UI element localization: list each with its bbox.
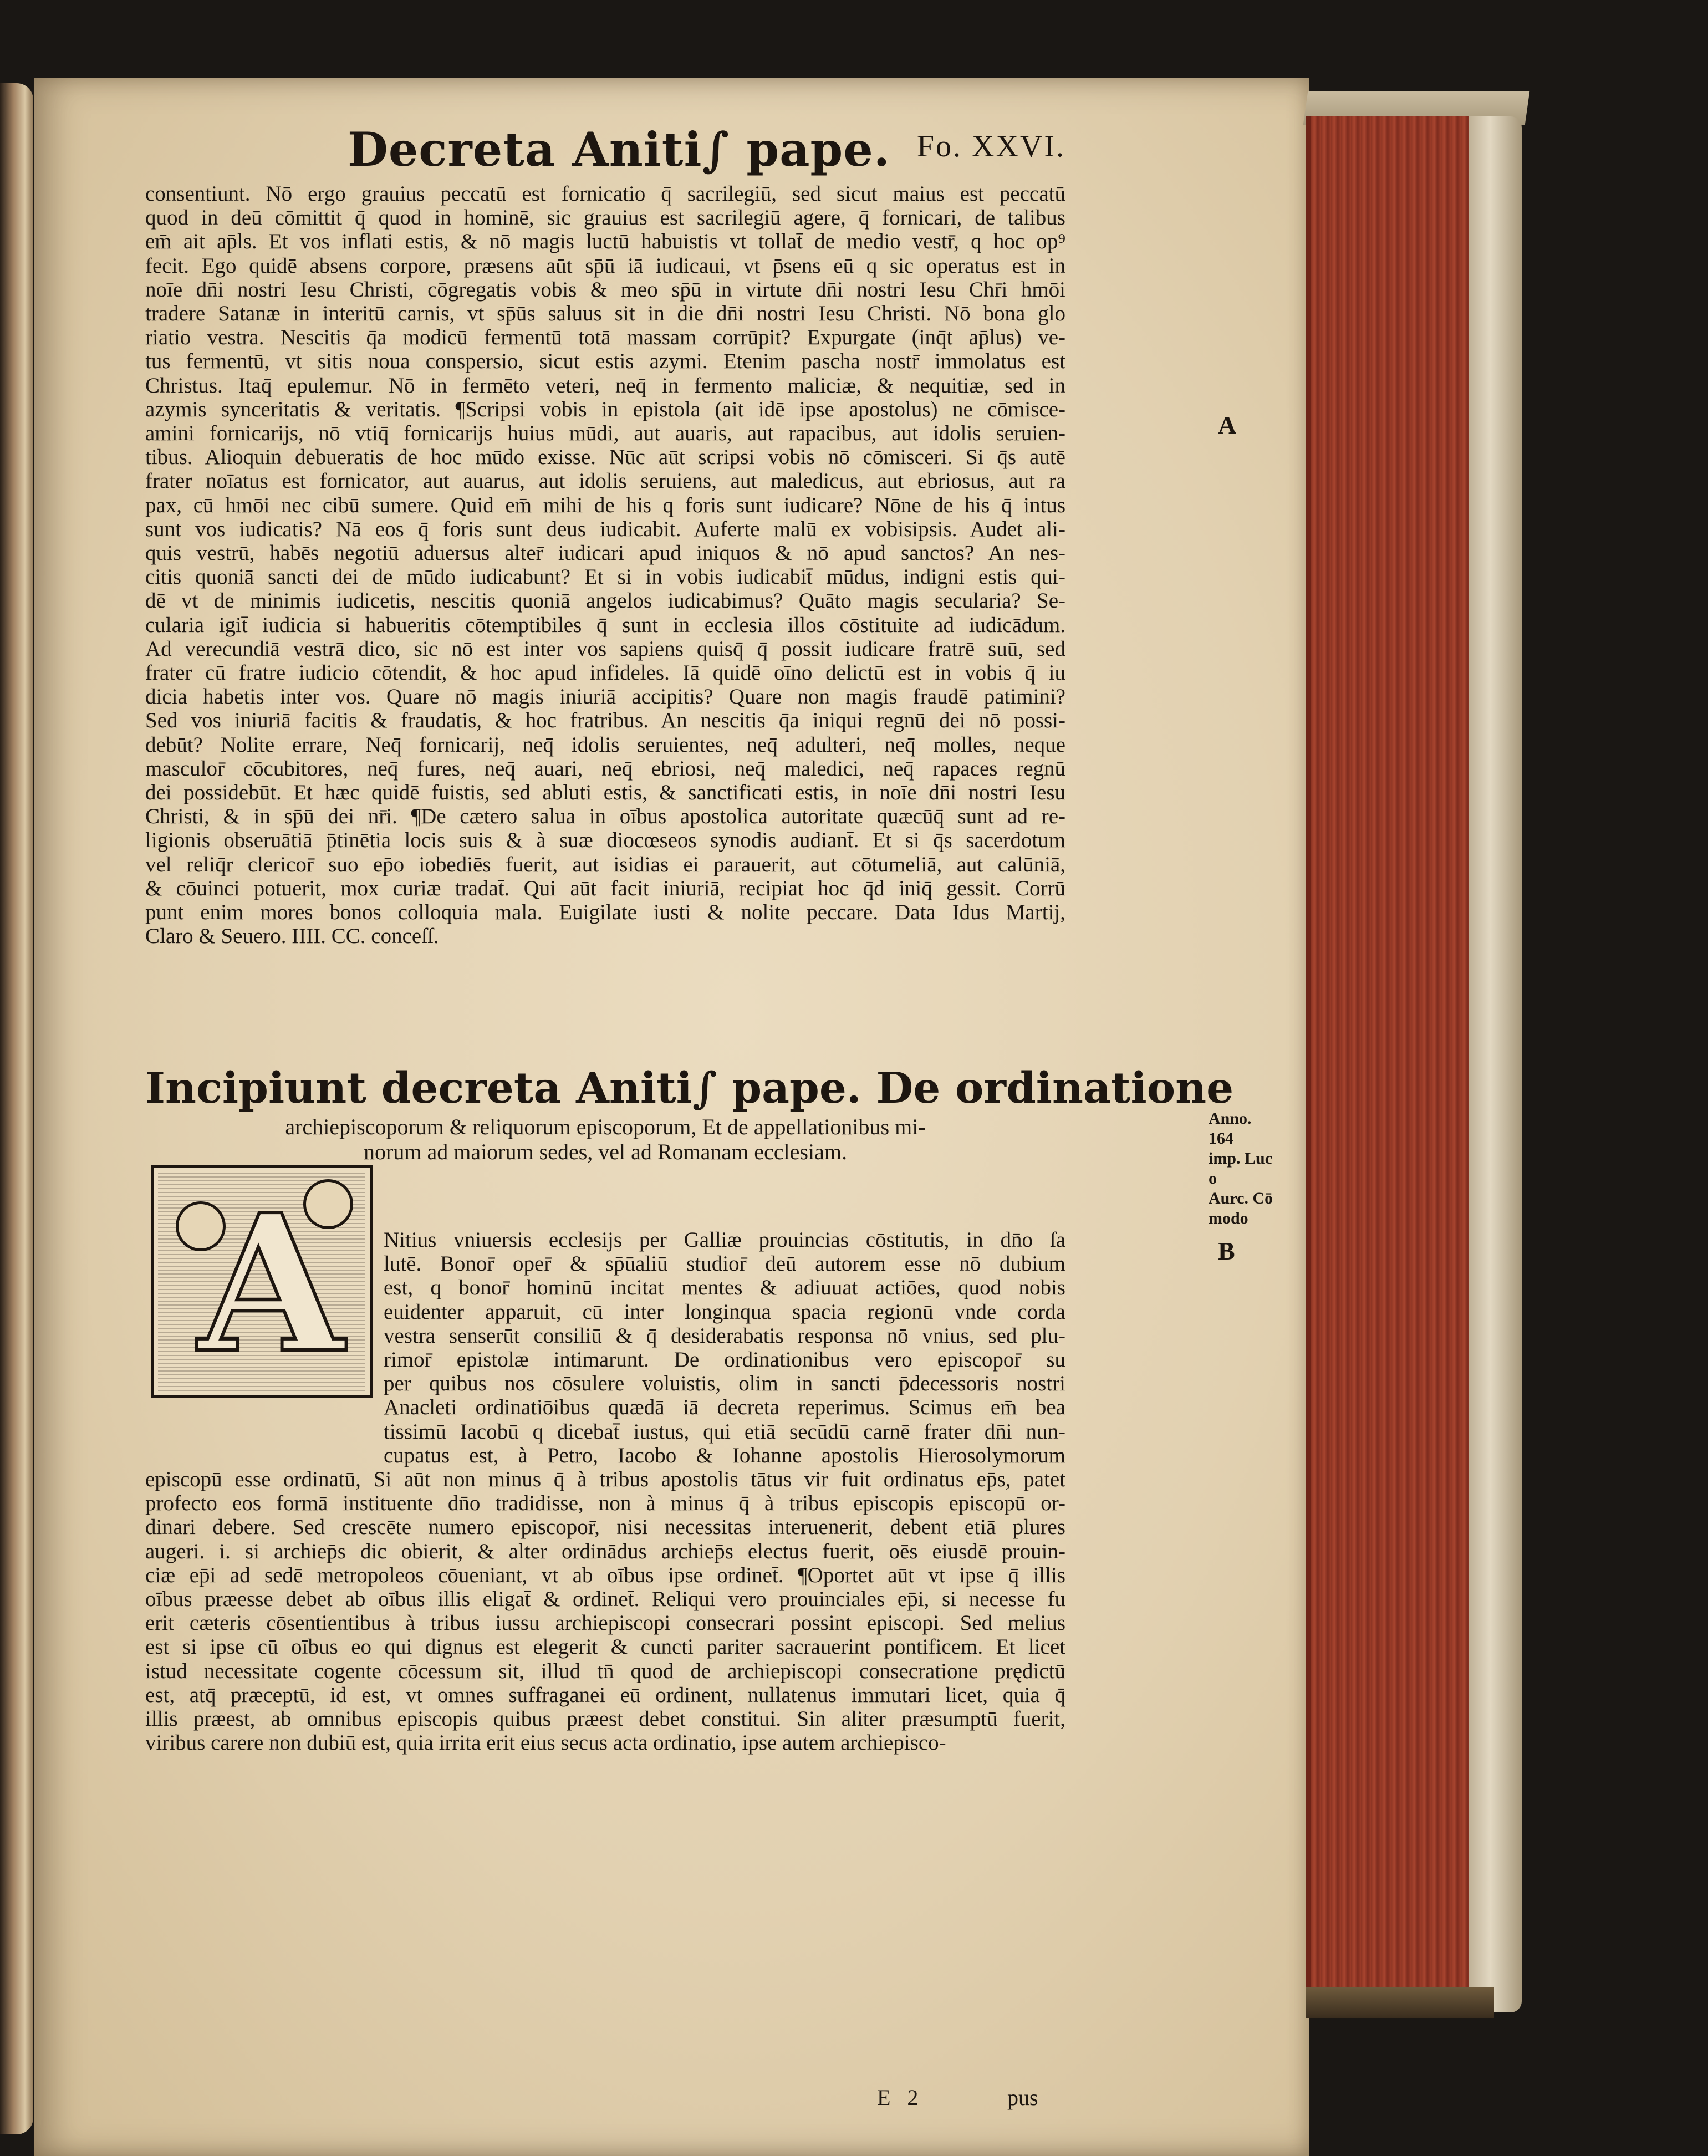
text-line: cularia igit̄ iudicia si habueritis cōtemptibiles q̄ sunt in ecclesia illos cōstituite ad iudicādum.: [145, 613, 1065, 637]
text-line: vel reliq̄r clericor̄ suo ep̄o iobediēs fuerit, aut isidias ei parauerit, aut cōtumeliā, aut calūniā,: [145, 852, 1065, 876]
text-line: Christus. Itaq̄ epulemur. Nō in fermēto veteri, neq̄ in fermento maliciæ, & nequitiæ, sed in: [145, 373, 1065, 397]
text-line: oībus præesse debet ab oībus illis eligat̄ & ordinet̄. Reliqui vero prouinciales ep̄i, si necesse fu: [145, 1587, 1065, 1612]
folio-number: Fo. XXVI.: [916, 129, 1065, 164]
red-page-edges: [1306, 116, 1494, 1990]
text-line: per quibus nos cōsulere voluistis, olim in sancti p̄decessoris nostri: [384, 1372, 1065, 1396]
text-line: tibus. Alioquin debueratis de hoc mūdo exisse. Nūc aūt scripsi vobis nō cōmisceri. Si q̄s autē: [145, 445, 1065, 470]
signature-mark: E 2: [877, 2085, 924, 2110]
book-block-bottom: [1306, 1987, 1494, 2018]
text-beside-initial: [384, 1228, 1065, 1467]
text-line: fecit. Ego quidē absens corpore, præsens aūt sp̄ū iā iudicaui, vt p̄sens eū q sic operatus est in: [145, 253, 1065, 278]
text-line: azymis synceritatis & veritatis. ¶Scripsi vobis in epistola (ait idē ipse apostolus) ne cōmisce-: [145, 397, 1065, 421]
text-line: tus fermentū, vt sitis noua conspersio, sicut estis azymi. Etenim pascha nostr̄ immolatus est: [145, 349, 1065, 374]
running-title: Decreta Aniti∫ pape.: [348, 122, 890, 177]
section-heading: Incipiunt decreta Aniti∫ pape. De ordinatione: [145, 1063, 1234, 1113]
text-line: dē vt de minimis iudicetis, nescitis quoniā angelos iudicabimus? Quāto magis secularia? Se-: [145, 589, 1065, 613]
subheading-line: archiepiscoporum & reliquorum episcoporum, Et de appellationibus mi-: [285, 1114, 926, 1139]
margin-note-line: modo: [1209, 1209, 1248, 1227]
text-line: sunt vos iudicatis? Nā eos q̄ foris sunt deus iudicabit. Auferte malū ex vobisipsis. Audet ali-: [145, 517, 1065, 541]
margin-letter-b: B: [1218, 1237, 1235, 1265]
text-line: erit cæteris cōsentientibus à tribus iussu archiepiscopi consecrari possint episcopi. Sed melius: [145, 1611, 1065, 1635]
margin-note-line: imp. Luc o: [1209, 1149, 1273, 1187]
text-line: Christi, & in sp̄ū dei nr̄i. ¶De cætero salua in oībus apostolica autoritate quæcūq̄ sunt ad re-: [145, 804, 1065, 829]
text-line: Claro & Seuero. IIII. CC. conceſſ.: [145, 924, 439, 949]
text-line: Nitius vniuersis ecclesijs per Galliæ prouincias cōstitutis, in dn̄o ſa: [384, 1228, 1065, 1252]
text-line: viribus carere non dubiū est, quia irrita erit eius secus acta ordinatio, ipse autem archiepisco-: [145, 1731, 946, 1755]
text-line: cupatus est, à Petro, Iacobo & Iohanne apostolis Hierosolymorum: [384, 1443, 1065, 1467]
text-line: istud necessitate cogente cōcessum sit, illud tn̄ quod de archiepiscopi consecratione prędictū: [145, 1659, 1065, 1683]
margin-letter-a: A: [1218, 411, 1237, 439]
cover-board-edge: [1469, 116, 1522, 2012]
text-line: consentiunt. Nō ergo grauius peccatū est fornicatio q̄ sacrilegiū, sed sicut maius est peccatū: [145, 182, 1065, 206]
text-line: masculor̄ cōcubitores, neq̄ fures, neq̄ auari, neq̄ ebriosi, neq̄ maledici, neq̄ rapaces regnū: [145, 756, 1065, 781]
decorated-initial: [151, 1165, 373, 1398]
running-head: [145, 122, 1065, 183]
text-line: euidenter apparuit, cū inter longinqua spacia regionū vnde corda: [384, 1299, 1065, 1324]
text-line: pax, cū hmōi nec cibū sumere. Quid em̄ mihi de his q foris sunt iudicare? Nōne de his q̄ intus: [145, 493, 1065, 517]
catchword: pus: [1007, 2085, 1038, 2110]
body-text: [145, 182, 1065, 949]
text-line: tradere Satanæ in interitū carnis, vt sp̄ūs saluus sit in die dn̄i nostri Iesu Christi. Nō bona glo: [145, 302, 1065, 326]
subheading-line: norum ad maiorum sedes, vel ad Romanam ecclesiam.: [364, 1139, 847, 1164]
text-line: illis præest, ab omnibus episcopis quibus præest debet constitui. Sin aliter præsumptū fuerit,: [145, 1707, 1065, 1731]
section-subheading: [145, 1114, 1065, 1164]
text-line: ciæ ep̄i ad sedē metropoleos cōueniant, vt ab oībus ipse ordinet̄. ¶Oportet aūt vt ipse q̄ illis: [145, 1563, 1065, 1587]
text-line: est, atq̄ præceptū, id est, vt omnes suffraganei eū ordinent, nullatenus immutari licet, quia q̄: [145, 1683, 1065, 1707]
text-line: rimor̄ epistolæ intimarunt. De ordinationibus vero episcopor̄ su: [384, 1348, 1065, 1372]
text-line: vestra senserūt consiliū & q̄ desiderabatis responsa nō vnius, sed plu-: [384, 1323, 1065, 1348]
text-line: episcopū esse ordinatū, Si aūt non minus q̄ à tribus apostolis tātus vir fuit ordinatus ep̄s, patet: [145, 1467, 1065, 1491]
text-line: tissimū Iacobū q dicebat̄ iustus, qui etiā secūdū carnē frater dn̄i nun-: [384, 1419, 1065, 1444]
text-line: amini fornicarijs, nō vtiq̄ fornicarijs huius mūdi, aut auaris, aut rapacibus, aut idolis seruien-: [145, 421, 1065, 446]
text-line: citis quoniā sancti dei de mūdo iudicabunt? Et si in vobis iudicabit̄ mūdus, indigni estis qui-: [145, 565, 1065, 589]
text-line: debūt? Nolite errare, Neq̄ fornicarij, neq̄ idolis seruientes, neq̄ adulteri, neq̄ molles, neque: [145, 732, 1065, 757]
text-line: quis vestrū, habēs negotiū aduersus alter̄ iudicari apud iniquos & nō apud sanctos? An nes-: [145, 541, 1065, 565]
text-line: Ad verecundiā vestrā dico, sic nō est inter vos sapiens quisq̄ q̄ possit iudicare fratrē suū, sed: [145, 636, 1065, 661]
marginal-date-note: [1209, 1109, 1275, 1229]
text-line: riatio vestra. Nescitis q̄a modicū fermentū totā massam corrūpit? Expurgate (inq̄t ap̄lus) ve-: [145, 325, 1065, 350]
text-line: est si ipse cū oībus eo qui dignus est elegerit & cuncti pariter sacrauerint pontificem. Et licet: [145, 1635, 1065, 1659]
text-line: profecto eos formā instituente dn̄o tradidisse, non à minus q̄ à tribus episcopis episcopū or-: [145, 1491, 1065, 1516]
text-line: lutē. Bonor̄ oper̄ & sp̄ūaliū studior̄ deū autorem esse nō dubium: [384, 1252, 1065, 1276]
initial-letter: A: [198, 1174, 344, 1395]
text-line: frater cū fratre iudicio cōtendit, & hoc apud infideles. Iā quidē oīno delictū est in vobis q̄ iu: [145, 661, 1065, 685]
text-line: em̄ ait ap̄ls. Et vos inflati estis, & nō magis luctū habuistis vt tollat̄ de medio vestr̄, q hoc op⁹: [145, 230, 1065, 254]
text-line: dicia habetis inter vos. Quare nō magis iniuriā accipitis? Quare non magis fraudē patimini?: [145, 685, 1065, 709]
text-line: punt enim mores bonos colloquia mala. Euigilate iusti & nolite peccare. Data Idus Martij,: [145, 900, 1065, 925]
margin-note-line: Anno. 164: [1209, 1109, 1252, 1148]
text-line: noīe dn̄i nostri Iesu Christi, cōgregatis vobis & meo sp̄ū in virtute dn̄i nostri Iesu Chr̄i hmōi: [145, 277, 1065, 302]
text-line: Anacleti ordinatiōibus quædā iā decreta reperimus. Scimus em̄ bea: [384, 1395, 1065, 1420]
text-line: & cōuinci potuerit, mox curiæ tradat̄. Qui aūt facit iniuriā, recipiat hoc q̄d iniq̄ gessit. Corrū: [145, 876, 1065, 900]
facing-page-edge: [0, 83, 33, 2134]
body-text-continued: [145, 1467, 1065, 1755]
text-line: frater noīatus est fornicator, aut auarus, aut idolis seruiens, aut maledicus, aut ebriosus, aut ra: [145, 469, 1065, 493]
text-line: dei possidebūt. Et hæc quidē fuistis, sed abluti estis, & sanctificati estis, in noīe dn̄i nostri Iesu: [145, 781, 1065, 805]
text-line: quod in deū cōmittit q̄ quod in hominē, sic grauius est sacrilegiū agere, q̄ fornicari, de talibus: [145, 206, 1065, 230]
text-line: dinari debere. Sed crescēte numero episcopor̄, nisi necessitas interuenerit, debent etiā plures: [145, 1515, 1065, 1540]
text-line: augeri. i. si archiep̄s dic obierit, & alter ordinādus archiep̄s electus fuerit, oēs eiusdē prouin-: [145, 1539, 1065, 1563]
text-line: Sed vos iniuriā facitis & fraudatis, & hoc fratribus. An nescitis q̄a iniqui regnū dei nō possi-: [145, 709, 1065, 733]
text-line: est, q bonor̄ hominū incitat mentes & adiuuat actiōes, quod nobis: [384, 1276, 1065, 1300]
margin-note-line: Aurc. Cō: [1209, 1189, 1273, 1207]
text-line: ligionis obseruātiā p̄tinētia locis suis & à suæ diocœseos synodis audiant̄. Et si q̄s sacerdotum: [145, 828, 1065, 853]
